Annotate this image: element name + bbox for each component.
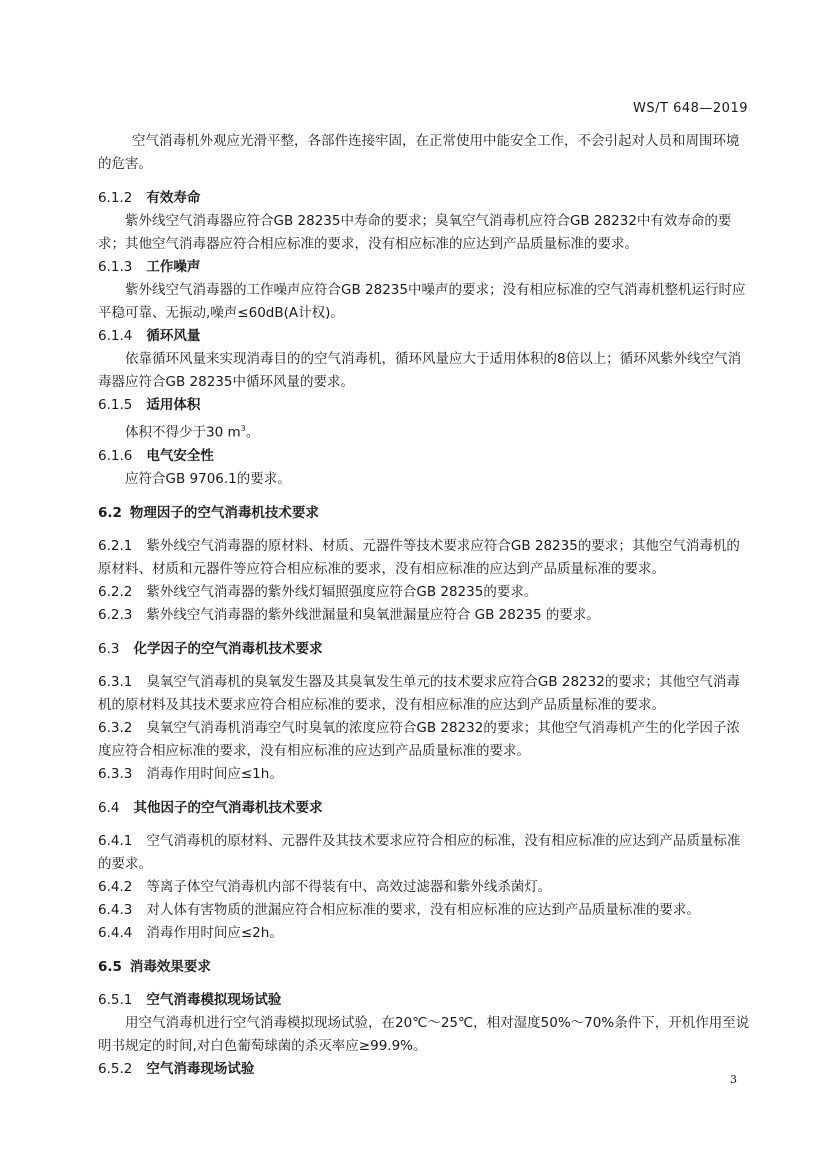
page-number: 3 [730, 1073, 737, 1086]
section-heading-6-5-1: 6.5.1 空气消毒模拟现场试验 [98, 991, 282, 1008]
section-heading-6-1-5: 6.1.5 适用体积 [98, 397, 201, 413]
section-heading-6-4: 6.4 其他因子的空气消毒机技术要求 [98, 799, 323, 816]
section-body-6-4-4: 6.4.4 消毒作用时间应≤2h。 [98, 924, 283, 941]
section-heading-6-5-2: 6.5.2 空气消毒现场试验 [98, 1060, 255, 1077]
section-body-6-1-4: 依靠循环风量来实现消毒目的的空气消毒机，循环风量应大于适用体积的8倍以上；循环风紫外线空气消毒器应符合GB 28235中循环风量的要求。 [98, 351, 742, 390]
section-body-6-2-3: 6.2.3 紫外线空气消毒器的紫外线泄漏量和臭氧泄漏量应符合 GB 28235 的要求。 [98, 606, 600, 623]
section-heading-6-2: 6.2 物理因子的空气消毒机技术要求 [98, 504, 319, 521]
section-body-6-1-3: 紫外线空气消毒器的工作噪声应符合GB 28235中噪声的要求；没有相应标准的空气消毒机整机运行时应平稳可靠、无振动,噪声≤60dB(A计权)。 [98, 282, 746, 321]
section-body-6-1-2: 紫外线空气消毒器应符合GB 28235中寿命的要求；臭氧空气消毒机应符合GB 28232中有效寿命的要求；其他空气消毒器应符合相应标准的要求，没有相应标准的应达到产品质量标准的要求。 [98, 213, 732, 252]
section-heading-6-1-6: 6.1.6 电气安全性 [98, 447, 214, 464]
section-heading-6-5: 6.5 消毒效果要求 [98, 958, 211, 975]
section-body-6-3-3: 6.3.3 消毒作用时间应≤1h。 [98, 765, 283, 782]
section-body-6-2-2: 6.2.2 紫外线空气消毒器的紫外线灯辐照强度应符合GB 28235的要求。 [98, 583, 538, 600]
intro-paragraph: 空气消毒机外观应光滑平整，各部件连接牢固，在正常使用中能安全工作，不会引起对人员和周围环境的危害。 [98, 133, 740, 172]
document-body [98, 130, 750, 1081]
section-heading-6-3: 6.3 化学因子的空气消毒机技术要求 [98, 640, 323, 657]
section-body-6-1-5: 体积不得少于30 $m^3$。 [125, 424, 260, 441]
section-heading-6-1-4: 6.1.4 循环风量 [98, 328, 201, 344]
section-body-6-4-2: 6.4.2 等离子体空气消毒机内部不得装有中、高效过滤器和紫外线杀菌灯。 [98, 878, 552, 895]
section-heading-6-1-3: 6.1.3 工作噪声 [98, 259, 201, 275]
section-body-6-3-2: 6.3.2 臭氧空气消毒机消毒空气时臭氧的浓度应符合GB 28232的要求；其他空气消毒机产生的化学因子浓度应符合相应标准的要求，没有相应标准的应达到产品质量标准的要求。 [98, 719, 740, 759]
section-body-6-5-1: 用空气消毒机进行空气消毒模拟现场试验，在20℃～25℃，相对湿度50%～70%条件下，开机作用至说明书规定的时间,对白色葡萄球菌的杀灭率应≥99.9%。 [98, 1014, 750, 1054]
section-body-6-1-6: 应符合GB 9706.1的要求。 [125, 470, 291, 487]
section-heading-6-1-2: 6.1.2 有效寿命 [98, 190, 201, 206]
section-body-6-4-3: 6.4.3 对人体有害物质的泄漏应符合相应标准的要求，没有相应标准的应达到产品质量标准的要求。 [98, 901, 700, 918]
section-body-6-4-1: 6.4.1 空气消毒机的原材料、元器件及其技术要求应符合相应的标准，没有相应标准的应达到产品质量标准的要求。 [98, 832, 741, 872]
section-body-6-3-1: 6.3.1 臭氧空气消毒机的臭氧发生器及其臭氧发生单元的技术要求应符合GB 28232的要求；其他空气消毒机的原材料及其技术要求应符合相应标准的要求，没有相应标准的应达到产品质量标准的要求。 [98, 673, 740, 713]
document-code: WS/T 648—2019 [633, 101, 748, 116]
section-body-6-2-1: 6.2.1 紫外线空气消毒器的原材料、材质、元器件等技术要求应符合GB 28235的要求；其他空气消毒机的原材料、材质和元器件等应符合相应标准的要求，没有相应标准的应达到产品质量标准的要求。 [98, 537, 740, 577]
